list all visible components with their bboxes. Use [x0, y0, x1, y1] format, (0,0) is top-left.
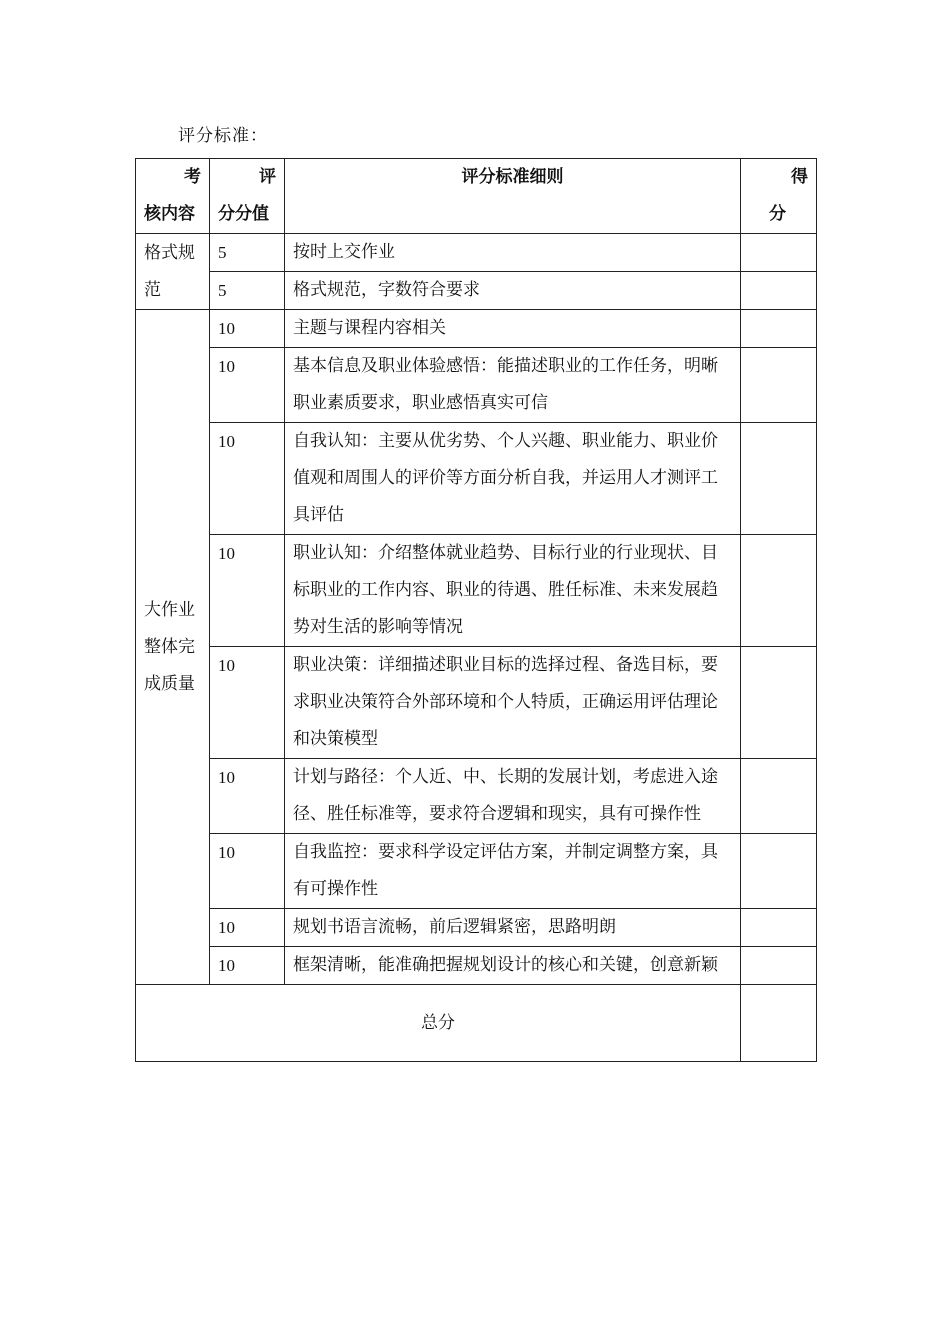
table-row: [136, 348, 817, 423]
criteria-text: 按时上交作业: [285, 234, 741, 272]
criteria-text: 基本信息及职业体验感悟：能描述职业的工作任务，明晰职业素质要求，职业感悟真实可信: [285, 348, 741, 423]
score-input-cell[interactable]: [741, 647, 817, 759]
header-points: [210, 159, 285, 234]
criteria-text: 自我认知：主要从优劣势、个人兴趣、职业能力、职业价值观和周围人的评价等方面分析自我，并运用人才测评工具评估: [285, 423, 741, 535]
table-row: [136, 759, 817, 834]
score-input-cell[interactable]: [741, 535, 817, 647]
score-input-cell[interactable]: [741, 310, 817, 348]
points-value: 10: [210, 423, 285, 535]
table-row: [136, 535, 817, 647]
scoring-table: [135, 158, 817, 1062]
points-value: 5: [210, 272, 285, 310]
points-value: 5: [210, 234, 285, 272]
total-score-cell[interactable]: [741, 985, 817, 1062]
score-input-cell[interactable]: [741, 272, 817, 310]
table-body: [136, 234, 817, 1062]
table-row: [136, 234, 817, 272]
table-row: [136, 423, 817, 535]
points-value: 10: [210, 947, 285, 985]
criteria-text: 框架清晰，能准确把握规划设计的核心和关键，创意新颖: [285, 947, 741, 985]
criteria-text: 职业认知：介绍整体就业趋势、目标行业的行业现状、目标职业的工作内容、职业的待遇、胜任标准、未来发展趋势对生活的影响等情况: [285, 535, 741, 647]
header-score: [741, 159, 817, 234]
criteria-text: 自我监控：要求科学设定评估方案，并制定调整方案，具有可操作性: [285, 834, 741, 909]
score-input-cell[interactable]: [741, 909, 817, 947]
table-row: [136, 647, 817, 759]
criteria-text: 职业决策：详细描述职业目标的选择过程、备选目标，要求职业决策符合外部环境和个人特质，正确运用评估理论和决策模型: [285, 647, 741, 759]
header-points-line1: 评: [259, 167, 276, 187]
table-header-row: [136, 159, 817, 234]
score-input-cell[interactable]: [741, 947, 817, 985]
points-value: 10: [210, 647, 285, 759]
total-label: 总分: [136, 985, 741, 1062]
score-input-cell[interactable]: [741, 234, 817, 272]
points-value: 10: [210, 310, 285, 348]
table-row: [136, 310, 817, 348]
table-row: [136, 909, 817, 947]
score-input-cell[interactable]: [741, 348, 817, 423]
category-quality: 大作业整体完成质量: [136, 310, 210, 985]
header-score-line2: 分: [769, 204, 786, 224]
header-score-line1: 得: [791, 167, 808, 187]
criteria-text: 格式规范，字数符合要求: [285, 272, 741, 310]
points-value: 10: [210, 834, 285, 909]
score-input-cell[interactable]: [741, 759, 817, 834]
score-input-cell[interactable]: [741, 834, 817, 909]
points-value: 10: [210, 348, 285, 423]
header-criteria: 评分标准细则: [285, 159, 741, 234]
total-row: [136, 985, 817, 1062]
score-input-cell[interactable]: [741, 423, 817, 535]
header-category: [136, 159, 210, 234]
category-format: 格式规范: [136, 234, 210, 310]
criteria-text: 规划书语言流畅，前后逻辑紧密，思路明朗: [285, 909, 741, 947]
points-value: 10: [210, 535, 285, 647]
header-category-line2: 核内容: [144, 204, 195, 224]
criteria-text: 计划与路径：个人近、中、长期的发展计划，考虑进入途径、胜任标准等，要求符合逻辑和现实，具有可操作性: [285, 759, 741, 834]
header-category-line1: 考: [184, 167, 201, 187]
points-value: 10: [210, 759, 285, 834]
table-row: [136, 272, 817, 310]
table-row: [136, 947, 817, 985]
points-value: 10: [210, 909, 285, 947]
criteria-text: 主题与课程内容相关: [285, 310, 741, 348]
header-points-line2: 分分值: [218, 204, 269, 224]
page-heading: 评分标准：: [178, 126, 268, 146]
table-row: [136, 834, 817, 909]
